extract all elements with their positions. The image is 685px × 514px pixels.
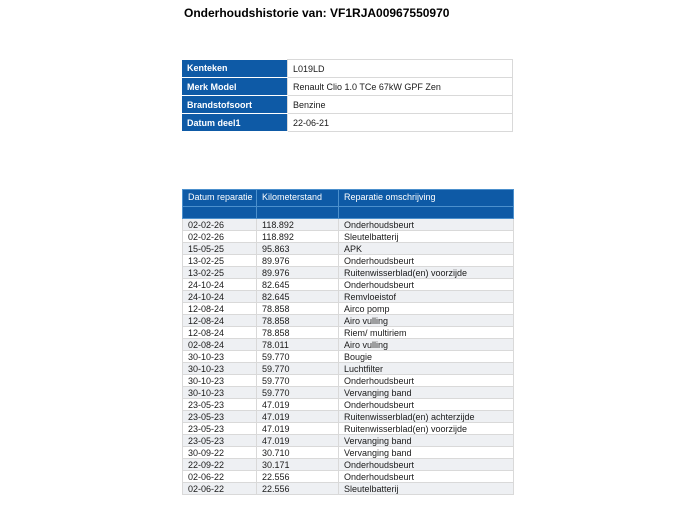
repair-date-cell: 23-05-23 (183, 399, 257, 411)
history-row (183, 459, 514, 471)
repair-date-cell: 23-05-23 (183, 411, 257, 423)
history-row (183, 267, 514, 279)
repair-description-cell: Luchtfilter (339, 363, 514, 375)
repair-date-cell: 02-02-26 (183, 231, 257, 243)
repair-description-cell: Ruitenwisserblad(en) voorzijde (339, 423, 514, 435)
history-header-spacer-cell (257, 207, 339, 219)
repair-date-cell: 02-02-26 (183, 219, 257, 231)
repair-description-cell: APK (339, 243, 514, 255)
repair-description-cell: Ruitenwisserblad(en) achterzijde (339, 411, 514, 423)
vehicle-info-row (182, 114, 513, 132)
odometer-cell: 95.863 (257, 243, 339, 255)
odometer-cell: 78.011 (257, 339, 339, 351)
repair-date-cell: 02-06-22 (183, 483, 257, 495)
history-row (183, 435, 514, 447)
repair-description-cell: Onderhoudsbeurt (339, 219, 514, 231)
odometer-cell: 59.770 (257, 363, 339, 375)
repair-description-cell: Onderhoudsbeurt (339, 471, 514, 483)
repair-date-cell: 30-10-23 (183, 363, 257, 375)
repair-description-cell: Vervanging band (339, 387, 514, 399)
odometer-cell: 118.892 (257, 231, 339, 243)
history-table-head (183, 190, 514, 219)
history-row (183, 399, 514, 411)
history-table-body (183, 219, 514, 495)
repair-date-cell: 30-09-22 (183, 447, 257, 459)
repair-date-cell: 22-09-22 (183, 459, 257, 471)
repair-description-cell: Airo vulling (339, 339, 514, 351)
history-header-row (183, 190, 514, 207)
vehicle-info-body (182, 60, 513, 132)
vehicle-info-table (182, 59, 513, 132)
history-row (183, 375, 514, 387)
vehicle-info-label: Kenteken (182, 60, 288, 78)
repair-description-cell: Sleutelbatterij (339, 483, 514, 495)
repair-date-cell: 12-08-24 (183, 315, 257, 327)
repair-description-cell: Vervanging band (339, 435, 514, 447)
repair-date-cell: 24-10-24 (183, 291, 257, 303)
repair-description-cell: Sleutelbatterij (339, 231, 514, 243)
odometer-cell: 78.858 (257, 315, 339, 327)
repair-description-cell: Onderhoudsbeurt (339, 459, 514, 471)
history-row (183, 327, 514, 339)
vehicle-info-label: Merk Model (182, 78, 288, 96)
vehicle-info-label: Brandstofsoort (182, 96, 288, 114)
repair-description-cell: Bougie (339, 351, 514, 363)
repair-description-cell: Onderhoudsbeurt (339, 399, 514, 411)
repair-description-cell: Onderhoudsbeurt (339, 375, 514, 387)
repair-description-cell: Ruitenwisserblad(en) voorzijde (339, 267, 514, 279)
history-row (183, 243, 514, 255)
repair-description-cell: Airco pomp (339, 303, 514, 315)
history-row (183, 291, 514, 303)
odometer-cell: 59.770 (257, 375, 339, 387)
history-row (183, 483, 514, 495)
history-row (183, 219, 514, 231)
history-row (183, 363, 514, 375)
history-row (183, 471, 514, 483)
history-row (183, 387, 514, 399)
repair-date-cell: 13-02-25 (183, 267, 257, 279)
odometer-cell: 78.858 (257, 327, 339, 339)
vehicle-info-row (182, 60, 513, 78)
odometer-cell: 59.770 (257, 387, 339, 399)
vehicle-info-value: Benzine (288, 96, 513, 114)
repair-date-cell: 15-05-25 (183, 243, 257, 255)
repair-description-cell: Remvloeistof (339, 291, 514, 303)
repair-description-cell: Onderhoudsbeurt (339, 255, 514, 267)
odometer-cell: 47.019 (257, 399, 339, 411)
history-row (183, 231, 514, 243)
repair-description-cell: Vervanging band (339, 447, 514, 459)
repair-description-cell: Riem/ multiriem (339, 327, 514, 339)
history-row (183, 351, 514, 363)
odometer-cell: 22.556 (257, 471, 339, 483)
odometer-cell: 47.019 (257, 411, 339, 423)
odometer-cell: 118.892 (257, 219, 339, 231)
odometer-cell: 47.019 (257, 423, 339, 435)
repair-date-cell: 30-10-23 (183, 387, 257, 399)
history-column-header: Kilometerstand (257, 190, 339, 207)
vehicle-info-row (182, 96, 513, 114)
odometer-cell: 89.976 (257, 267, 339, 279)
repair-date-cell: 02-08-24 (183, 339, 257, 351)
repair-date-cell: 13-02-25 (183, 255, 257, 267)
repair-date-cell: 12-08-24 (183, 303, 257, 315)
history-column-header: Datum reparatie (183, 190, 257, 207)
odometer-cell: 59.770 (257, 351, 339, 363)
odometer-cell: 82.645 (257, 279, 339, 291)
odometer-cell: 82.645 (257, 291, 339, 303)
history-row (183, 423, 514, 435)
repair-date-cell: 30-10-23 (183, 351, 257, 363)
history-row (183, 447, 514, 459)
repair-date-cell: 23-05-23 (183, 423, 257, 435)
history-header-spacer-cell (339, 207, 514, 219)
vehicle-info-label: Datum deel1 (182, 114, 288, 132)
odometer-cell: 78.858 (257, 303, 339, 315)
vehicle-info-value: L019LD (288, 60, 513, 78)
repair-date-cell: 24-10-24 (183, 279, 257, 291)
history-table (182, 189, 514, 495)
history-row (183, 255, 514, 267)
history-header-spacer-row (183, 207, 514, 219)
vehicle-info-value: Renault Clio 1.0 TCe 67kW GPF Zen (288, 78, 513, 96)
odometer-cell: 30.171 (257, 459, 339, 471)
vehicle-info-row (182, 78, 513, 96)
repair-date-cell: 02-06-22 (183, 471, 257, 483)
history-row (183, 315, 514, 327)
repair-date-cell: 30-10-23 (183, 375, 257, 387)
repair-description-cell: Onderhoudsbeurt (339, 279, 514, 291)
odometer-cell: 22.556 (257, 483, 339, 495)
repair-date-cell: 23-05-23 (183, 435, 257, 447)
history-row (183, 411, 514, 423)
history-column-header: Reparatie omschrijving (339, 190, 514, 207)
repair-date-cell: 12-08-24 (183, 327, 257, 339)
history-row (183, 339, 514, 351)
odometer-cell: 30.710 (257, 447, 339, 459)
repair-description-cell: Airo vulling (339, 315, 514, 327)
history-header-spacer-cell (183, 207, 257, 219)
page-title: Onderhoudshistorie van: VF1RJA00967550970 (184, 6, 450, 20)
odometer-cell: 47.019 (257, 435, 339, 447)
odometer-cell: 89.976 (257, 255, 339, 267)
history-row (183, 303, 514, 315)
history-row (183, 279, 514, 291)
vehicle-info-value: 22-06-21 (288, 114, 513, 132)
